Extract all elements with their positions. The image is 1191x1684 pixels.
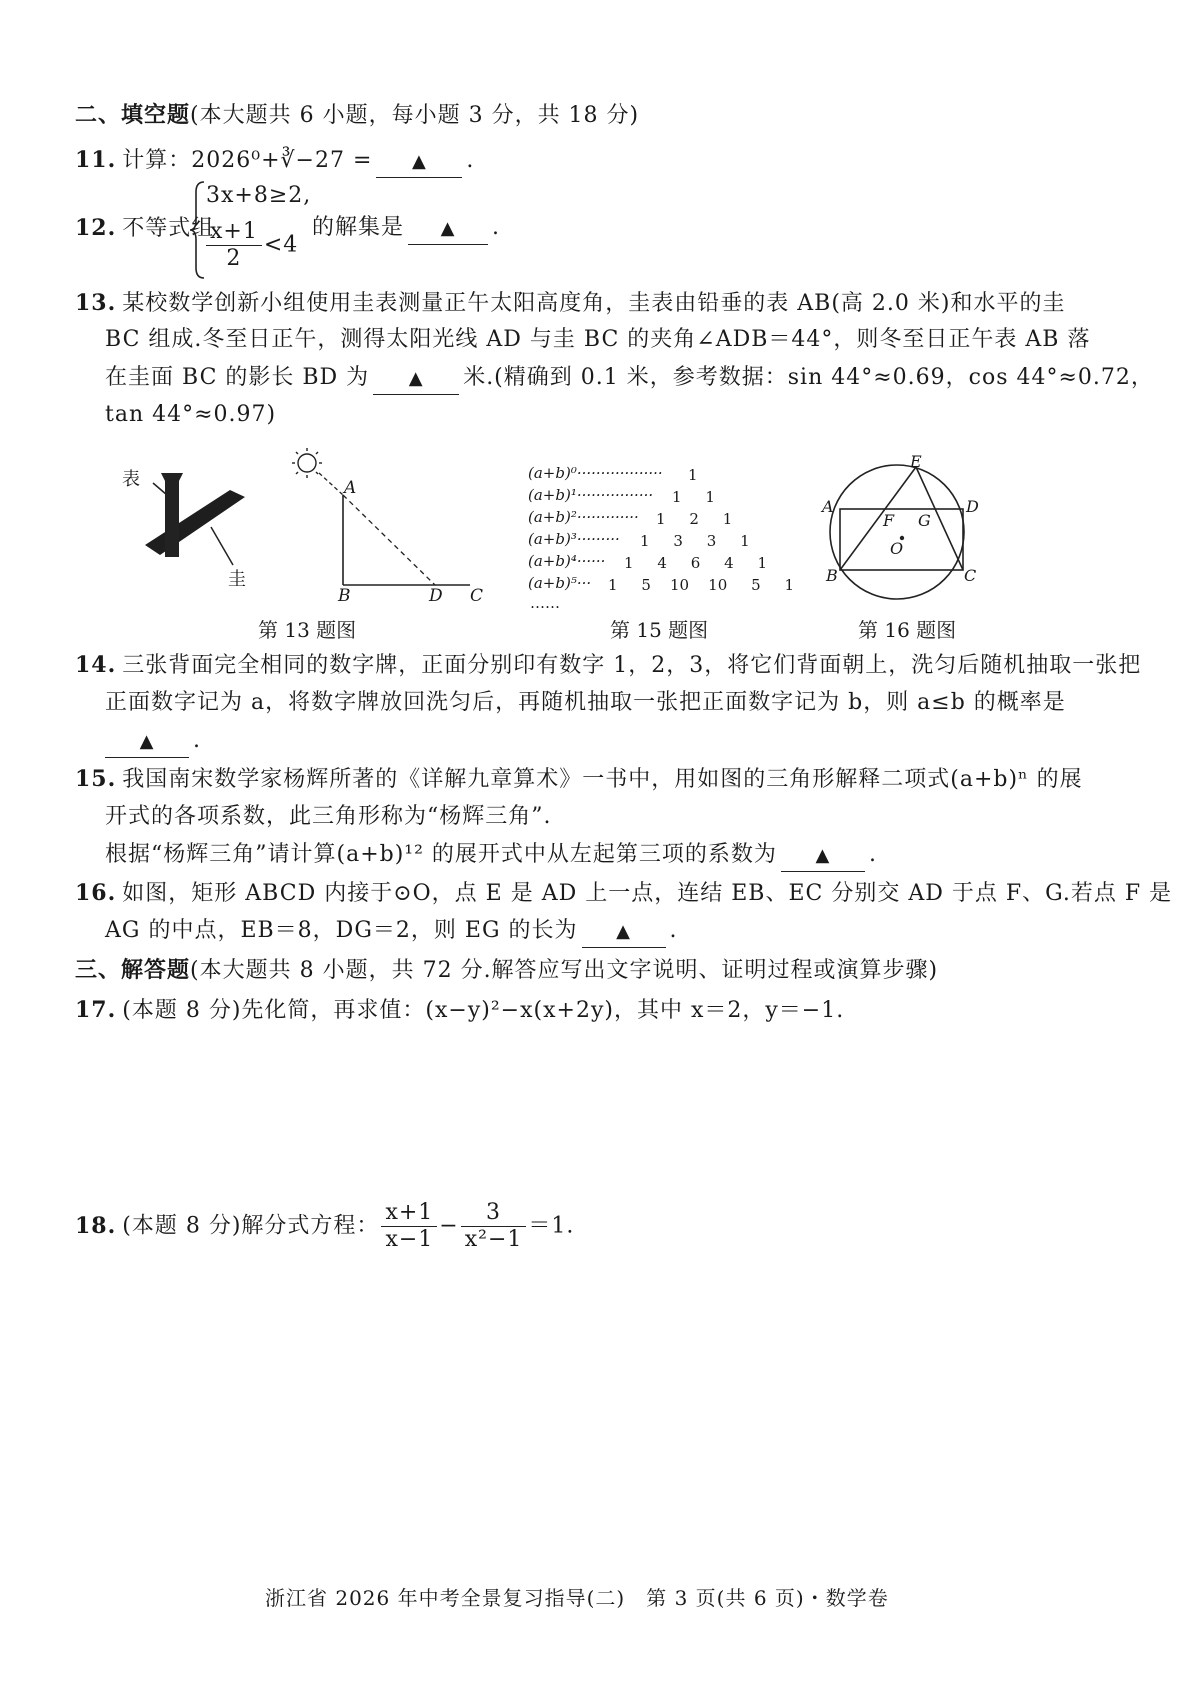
q11-number: 11. [75, 147, 117, 173]
q14-end: . [193, 728, 201, 753]
question-11 [75, 145, 474, 178]
q12-tail-text: 的解集是 [312, 215, 405, 240]
fig13-label-D: D [429, 586, 443, 606]
fig16-label-G: G [918, 511, 931, 530]
yanghui-ellipsis: …… [530, 594, 560, 612]
fig13-diagram [285, 445, 495, 605]
page-footer: 浙江省 2026 年中考全景复习指导(二) 第 3 页(共 6 页)・数学卷 [265, 1586, 889, 1610]
fig16-label-D: D [966, 497, 979, 516]
yanghui-row-label: (a+b)³ [528, 530, 577, 548]
q13-text-2: BC 组成.冬至日正午，测得太阳光线 AD 与圭 BC 的夹角∠ADB＝44°，则冬至日正午表 AB 落 [105, 327, 1091, 352]
q14-number: 14. [75, 652, 117, 678]
yanghui-row-2-values: 1 2 1 [656, 510, 733, 528]
yanghui-row-3 [528, 530, 620, 548]
q12-fraction-denominator: 2 [226, 246, 242, 271]
yanghui-row-label: (a+b)⁴ [528, 552, 577, 570]
q16-end: . [669, 918, 678, 943]
yanghui-row-label: (a+b)⁰ [528, 464, 577, 482]
q18-text: (本题 8 分)解分式方程： [122, 1213, 380, 1239]
question-13-line-3 [105, 363, 1154, 395]
yanghui-row-dots: ··· [576, 574, 592, 592]
q14-text-2: 正面数字记为 a，将数字牌放回洗匀后，再随机抽取一张把正面数字记为 b，则 a≤b 的概率是 [105, 690, 1066, 715]
q15-answer-blank[interactable] [781, 840, 865, 872]
q13-text-1: 某校数学创新小组使用圭表测量正午太阳高度角，圭表由铅垂的表 AB(高 2.0 米)和水平的圭 [122, 291, 1066, 316]
question-16-line-2 [105, 916, 678, 948]
q12-fraction-numerator: x+1 [206, 219, 262, 246]
q11-end: . [466, 148, 475, 173]
question-14-line-3 [101, 726, 201, 758]
q12-number: 12. [75, 215, 117, 241]
fig15-caption: 第 15 题图 [610, 618, 709, 642]
q16-answer-blank[interactable] [582, 916, 666, 948]
fig16-label-F: F [883, 511, 895, 530]
q12-end: . [492, 215, 501, 240]
yanghui-row-dots: ················ [576, 486, 654, 504]
yanghui-row-dots: ········· [576, 530, 620, 548]
label-gui: 圭 [228, 569, 246, 590]
fig16-label-E: E [910, 452, 922, 471]
yanghui-row-5-values: 1 5 10 10 5 1 [608, 576, 795, 594]
q12-fraction [206, 219, 262, 272]
q18-fraction-1-numerator: x+1 [381, 1200, 437, 1227]
question-17 [75, 995, 844, 1026]
triangle-icon: ▲ [411, 151, 427, 172]
section-2-title: 二、填空题 [75, 102, 191, 128]
yanghui-row-dots: ······ [576, 552, 606, 570]
question-14-line-1 [75, 650, 1141, 681]
q13-text-3a: 在圭面 BC 的影长 BD 为 [105, 365, 370, 390]
q15-end: . [868, 842, 877, 867]
q13-text-3b: 米.(精确到 0.1 米，参考数据：sin 44°≈0.69，cos 44°≈0.72， [463, 365, 1154, 390]
question-15-line-1 [75, 764, 1083, 795]
sun-icon [292, 448, 322, 478]
q18-tail: ＝1. [528, 1213, 575, 1239]
fig16-caption: 第 16 题图 [858, 618, 957, 642]
q16-text-2: AG 的中点，EB＝8，DG＝2，则 EG 的长为 [105, 918, 578, 943]
q18-number: 18. [75, 1212, 117, 1239]
yanghui-row-4-values: 1 4 6 4 1 [624, 554, 768, 572]
section-2-heading [75, 100, 639, 131]
triangle-icon: ▲ [139, 731, 155, 752]
q15-text-2: 开式的各项系数，此三角形称为“杨辉三角”. [105, 804, 552, 829]
q12-inequality-tail: <4 [263, 232, 299, 258]
q12-tail [312, 213, 500, 245]
yanghui-row-4 [528, 552, 605, 570]
q12-text: 不等式组 [122, 216, 215, 241]
yanghui-row-dots: ·················· [576, 464, 663, 482]
fig13-label-C: C [470, 586, 484, 606]
triangle-icon: ▲ [440, 218, 456, 239]
q16-text-1: 如图，矩形 ABCD 内接于⊙O，点 E 是 AD 上一点，连结 EB、EC 分别交 AD 于点 F、G.若点 F 是 [122, 881, 1173, 906]
triangle-icon: ▲ [408, 368, 424, 389]
yanghui-row-dots: ············· [576, 508, 639, 526]
q17-text: (本题 8 分)先化简，再求值：(x−y)²−x(x+2y)，其中 x＝2，y＝−1. [122, 998, 845, 1023]
triangle-icon: ▲ [815, 845, 831, 866]
fig13-label-B: B [338, 586, 351, 606]
q12-inequality-1: 3x+8≥2, [206, 183, 312, 208]
q11-answer-blank[interactable] [376, 146, 462, 178]
q18-minus: − [439, 1213, 459, 1239]
section-2-desc: (本大题共 6 小题，每小题 3 分，共 18 分) [190, 103, 640, 128]
yanghui-row-label: (a+b)¹ [528, 486, 577, 504]
q15-text-3: 根据“杨辉三角”请计算(a+b)¹² 的展开式中从左起第三项的系数为 [105, 842, 777, 867]
question-13-line-1 [75, 288, 1065, 319]
q18-fraction-2-denominator: x²−1 [464, 1227, 523, 1252]
q15-text-1: 我国南宋数学家杨辉所著的《详解九章算术》一书中，用如图的三角形解释二项式(a+b)ⁿ 的展 [122, 767, 1083, 792]
q13-number: 13. [75, 290, 117, 316]
fig13-label-A: A [344, 478, 357, 498]
q16-number: 16. [75, 880, 117, 906]
question-18 [75, 1200, 574, 1253]
yanghui-row-1 [528, 486, 653, 504]
q18-fraction-2-numerator: 3 [461, 1200, 527, 1227]
fig16-label-O: O [890, 539, 904, 558]
yanghui-row-label: (a+b)⁵ [528, 574, 577, 592]
q15-number: 15. [75, 766, 117, 792]
q12-inequality-2 [204, 219, 298, 272]
section-3-title: 三、解答题 [75, 957, 191, 983]
yanghui-row-label: (a+b)² [528, 508, 577, 526]
fig16-diagram [820, 452, 990, 612]
label-biao: 表 [122, 469, 140, 490]
section-3-heading [75, 955, 938, 986]
section-3-desc: (本大题共 8 小题，共 72 分.解答应写出文字说明、证明过程或演算步骤) [190, 958, 939, 983]
q12-answer-blank[interactable] [408, 213, 488, 245]
fig16-label-A: A [822, 497, 834, 516]
question-16-line-1 [75, 878, 1172, 909]
triangle-icon: ▲ [616, 921, 631, 942]
q13-answer-blank[interactable] [373, 363, 459, 395]
yanghui-row-0 [528, 464, 663, 482]
q13-text-4: tan 44°≈0.97) [105, 402, 277, 427]
fig16-label-C: C [964, 566, 977, 585]
q11-text: 计算：2026⁰+∛−27 = [122, 148, 373, 173]
q18-fraction-1-denominator: x−1 [385, 1227, 434, 1252]
yanghui-row-3-values: 1 3 3 1 [640, 532, 750, 550]
yanghui-row-0-values: 1 [688, 466, 698, 484]
fig16-label-B: B [826, 566, 838, 585]
yanghui-row-1-values: 1 1 [672, 488, 715, 506]
yanghui-row-2 [528, 508, 639, 526]
fig13-caption: 第 13 题图 [258, 618, 357, 642]
q18-fraction-2 [461, 1200, 527, 1253]
q18-fraction-1 [381, 1200, 437, 1253]
yanghui-row-5 [528, 574, 591, 592]
question-15-line-3 [105, 840, 877, 872]
q14-answer-blank[interactable] [105, 726, 189, 758]
q14-text-1: 三张背面完全相同的数字牌，正面分别印有数字 1，2，3，将它们背面朝上，洗匀后随机抽取一张把 [122, 653, 1142, 678]
q17-number: 17. [75, 997, 117, 1023]
